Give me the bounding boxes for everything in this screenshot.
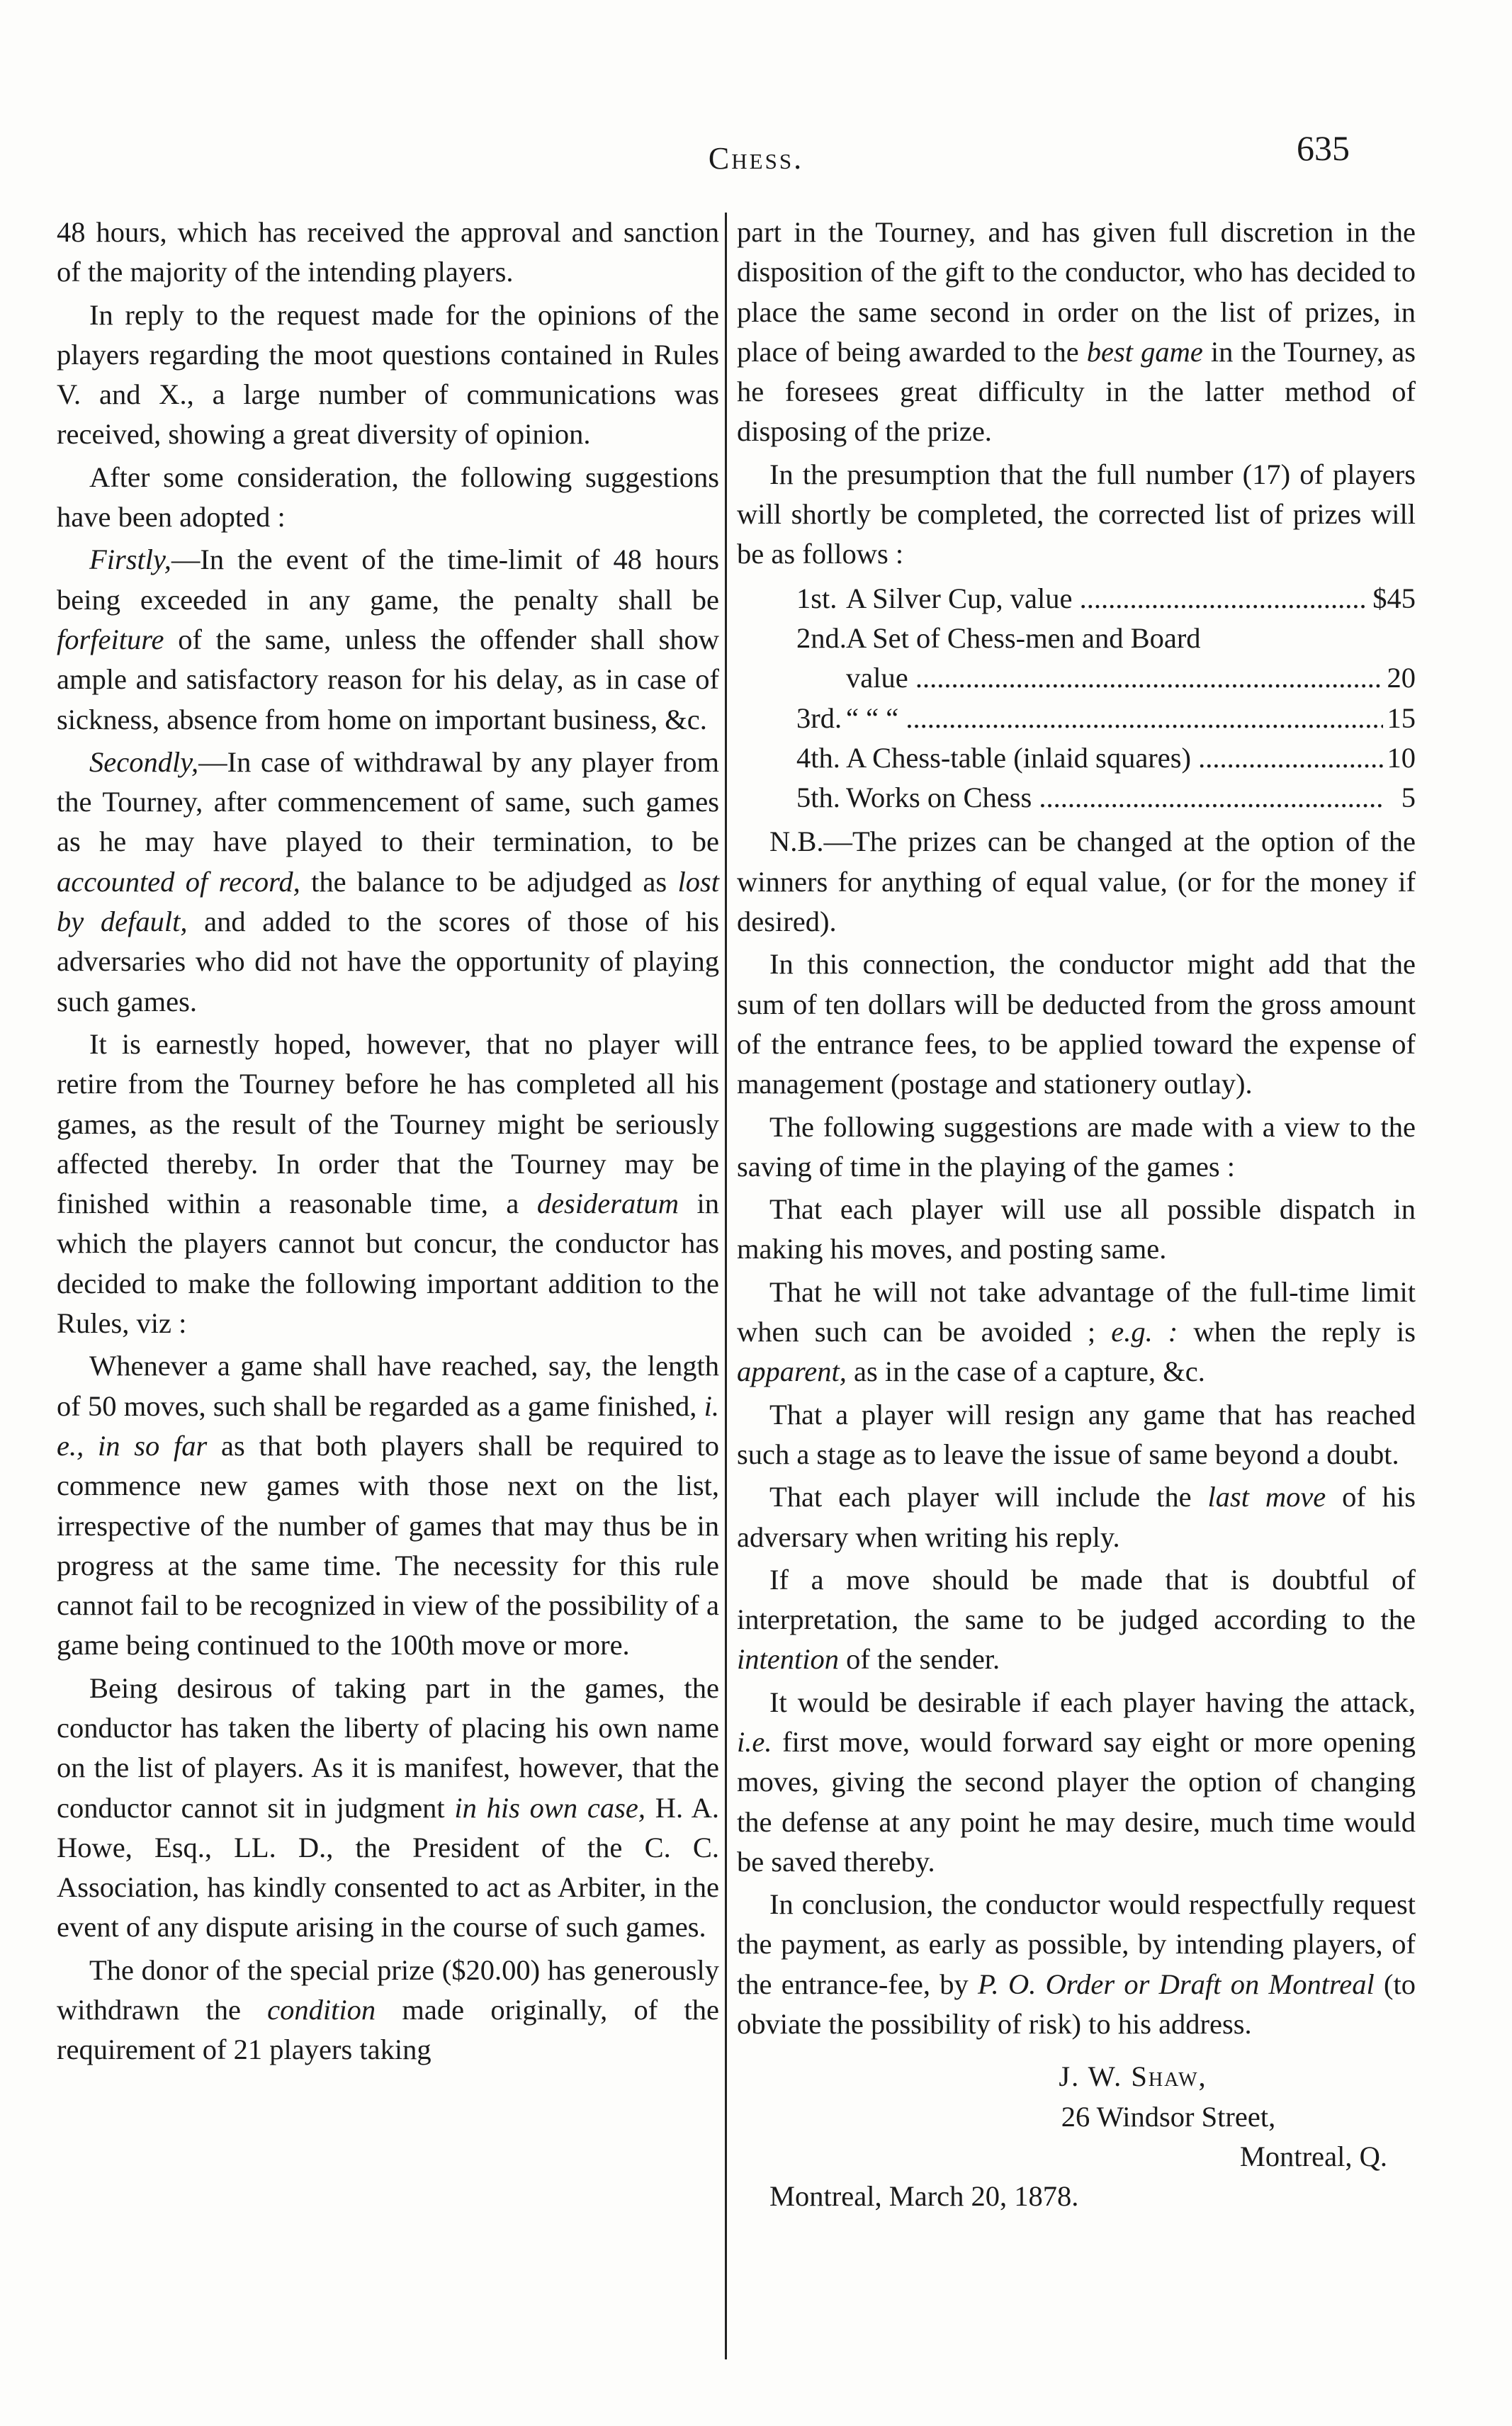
text-run: of the same, unless the offender shall show ample and satisfactory reason for his delay, as in case of sickness, absence from home on important business, &c. xyxy=(57,623,719,735)
emphasis: accounted of record, xyxy=(57,865,300,898)
emphasis: lost by default, xyxy=(57,865,719,938)
prize-rank: 4th. xyxy=(796,741,840,774)
text-run: Being desirous of taking part in the games, the conductor has taken the liberty of placing his own name on the list of players. As it is manifest, however, that the conductor cannot sit in judgment xyxy=(57,1671,719,1824)
signature-name: J. W. Shaw, xyxy=(1059,2060,1207,2093)
paragraph xyxy=(57,1025,719,1343)
paragraph: That a player will resign any game that has reached such a stage as to leave the issue of same beyond a doubt. xyxy=(737,1398,1416,1470)
text-run: —In the event of the time-limit of 48 hours being exceeded in any game, the penalty shall be xyxy=(57,543,719,616)
text-run: That he will not take advantage of the full-time limit when such can be avoided ; xyxy=(737,1275,1416,1348)
left-column xyxy=(57,213,719,2070)
prize-item-name: A Chess-table (inlaid squares) ..... xyxy=(846,738,1383,778)
paragraph: The following suggestions are made with a view to the saving of time in the playing of the games : xyxy=(737,1110,1416,1183)
text-run: —In case of withdrawal by any player from the Tourney, after commencement of same, such games as he may have played to their termination, to be xyxy=(57,745,719,858)
paragraph: After some consideration, the following suggestions have been adopted : xyxy=(57,461,719,534)
emphasis: in his own case, xyxy=(454,1791,645,1824)
paragraph xyxy=(737,1560,1416,1680)
text-run: It would be desirable if each player having the attack, xyxy=(769,1686,1416,1718)
text-run: in which the players cannot but concur, the conductor has decided to make the following important addition to the Rules, viz : xyxy=(57,1187,719,1340)
text-run: first move, would forward say eight or more opening moves, giving the second player the option of changing the defense at any point he may desire, much time would be saved thereby. xyxy=(737,1725,1416,1878)
prize-rank: 5th. xyxy=(796,782,840,814)
paragraph xyxy=(737,1477,1416,1557)
text-run: The donor of the special prize ($20.00) has generously withdrawn the xyxy=(57,1953,719,2026)
prize-item xyxy=(796,778,1416,818)
prize-rank: 3rd. xyxy=(796,701,842,734)
signature-block xyxy=(737,2057,1416,2177)
text-run: of the sender. xyxy=(839,1643,1000,1676)
prize-item xyxy=(796,579,1416,619)
prize-item-name: Works on Chess ..... xyxy=(846,778,1383,818)
paragraph xyxy=(737,1885,1416,2044)
address-line: 26 Windsor Street, xyxy=(1061,2100,1276,2133)
paragraph xyxy=(57,1951,719,2070)
firstly-lead: Firstly, xyxy=(89,543,171,576)
paragraph xyxy=(737,1273,1416,1392)
column-divider xyxy=(725,213,727,2359)
emphasis: desideratum xyxy=(536,1187,679,1220)
paragraph xyxy=(57,1346,719,1665)
prize-amount: 10 xyxy=(1387,741,1416,774)
paragraph xyxy=(737,213,1416,452)
text-run: when the reply is xyxy=(1178,1316,1416,1348)
paragraph xyxy=(57,1669,719,1948)
prize-amount: 20 xyxy=(1387,662,1416,694)
text-run: If a move should be made that is doubtful of interpretation, the same to be judged according to the xyxy=(737,1563,1416,1636)
emphasis: P. O. Order or Draft on Montreal xyxy=(978,1968,1375,2000)
paragraph-firstly xyxy=(57,540,719,739)
prize-item xyxy=(796,619,1416,658)
prize-amount: 15 xyxy=(1387,701,1416,734)
emphasis: i. e., in so far xyxy=(57,1389,719,1462)
text-run: Whenever a game shall have reached, say, the length of 50 moves, such shall be regarded as a game finished, xyxy=(57,1350,719,1422)
emphasis: intention xyxy=(737,1643,839,1676)
emphasis: forfeiture xyxy=(57,623,164,655)
prize-item xyxy=(796,699,1416,738)
prize-amount: 5 xyxy=(1401,782,1416,814)
emphasis: condition xyxy=(267,1994,376,2026)
prize-list xyxy=(796,579,1416,818)
text-run: in the Tourney, as he foresees great difficulty in the latter method of disposing of the prize. xyxy=(737,335,1416,448)
emphasis: e.g. : xyxy=(1111,1316,1178,1348)
paragraph: N.B.—The prizes can be changed at the option of the winners for anything of equal value, (or for the money if desired). xyxy=(737,825,1416,938)
secondly-lead: Secondly, xyxy=(89,745,199,778)
paragraph: 48 hours, which has received the approval and sanction of the majority of the intending players. xyxy=(57,216,719,288)
text-run: In conclusion, the conductor would respectfully request the payment, as early as possible, by intending players, of the entrance-fee, by xyxy=(737,1888,1416,2000)
paragraph: In this connection, the conductor might add that the sum of ten dollars will be deducted from the gross amount of the entrance fees, to be applied toward the expense of management (postage and stationery outlay). xyxy=(737,948,1416,1100)
text-run: (to obviate the possibility of risk) to his address. xyxy=(737,1968,1416,2041)
prize-rank: 1st. xyxy=(796,582,837,614)
text-run: of his adversary when writing his reply. xyxy=(737,1481,1416,1553)
prize-item xyxy=(796,738,1416,778)
prize-item-name: value ..... xyxy=(846,658,1383,698)
paragraph xyxy=(737,1683,1416,1882)
paragraph: In the presumption that the full number (17) of players will shortly be completed, the corrected list of prizes will be as follows : xyxy=(737,458,1416,570)
page-number: 635 xyxy=(1297,128,1350,168)
running-title: Chess. xyxy=(708,141,804,176)
prize-item-name: “ “ “ ..... xyxy=(846,699,1383,738)
paragraph: In reply to the request made for the opinions of the players regarding the moot questions contained in Rules V. and X., a large number of communications was received, showing a great diversity of opinion. xyxy=(57,298,719,451)
date-line: Montreal, March 20, 1878. xyxy=(769,2180,1079,2213)
prize-item xyxy=(796,658,1416,698)
emphasis: last move xyxy=(1207,1481,1326,1513)
text-run: made originally, of the requirement of 21 players taking xyxy=(57,1994,719,2066)
emphasis: best game xyxy=(1086,335,1203,368)
address-line: Montreal, Q. xyxy=(1239,2140,1387,2172)
text-run: part in the Tourney, and has given full discretion in the disposition of the gift to the conductor, who has decided to place the same second in order on the list of prizes, in place of being awarded to the xyxy=(737,216,1416,368)
prize-item-name: A Set of Chess-men and Board xyxy=(846,621,1201,654)
prize-rank: 2nd. xyxy=(796,621,847,654)
paragraph-secondly xyxy=(57,743,719,1022)
text-run: That each player will include the xyxy=(769,1481,1208,1513)
text-run: as in the case of a capture, &c. xyxy=(846,1355,1205,1388)
prize-amount: $45 xyxy=(1372,582,1416,614)
text-run: H. A. Howe, Esq., LL. D., the President of the C. C. Association, has kindly consented to act as Arbiter, in the event of any dispute arising in the course of such games. xyxy=(57,1791,719,1943)
paragraph: That each player will use all possible dispatch in making his moves, and posting same. xyxy=(737,1193,1416,1265)
right-column xyxy=(737,213,1416,2217)
text-run: and added to the scores of those of his adversaries who did not have the opportunity of playing such games. xyxy=(57,905,719,1017)
prize-item-name: A Silver Cup, value ..... xyxy=(846,579,1368,619)
emphasis: apparent, xyxy=(737,1355,847,1388)
text-run: the balance to be adjudged as xyxy=(300,865,678,898)
text-run: It is earnestly hoped, however, that no player will retire from the Tourney before he has completed all his games, as the result of the Tourney might be seriously affected thereby. In order that the Tourney may be finished within a reasonable time, a xyxy=(57,1027,719,1220)
emphasis: i.e. xyxy=(737,1725,772,1758)
text-run: as that both players shall be required to commence new games with those next on the list, irrespective of the number of games that may thus be in progress at the same time. The necessity for this rule cannot fail to be recognized in view of the possibility of a game being continued to the 100th move or more. xyxy=(57,1429,719,1661)
page-header xyxy=(0,128,1512,191)
